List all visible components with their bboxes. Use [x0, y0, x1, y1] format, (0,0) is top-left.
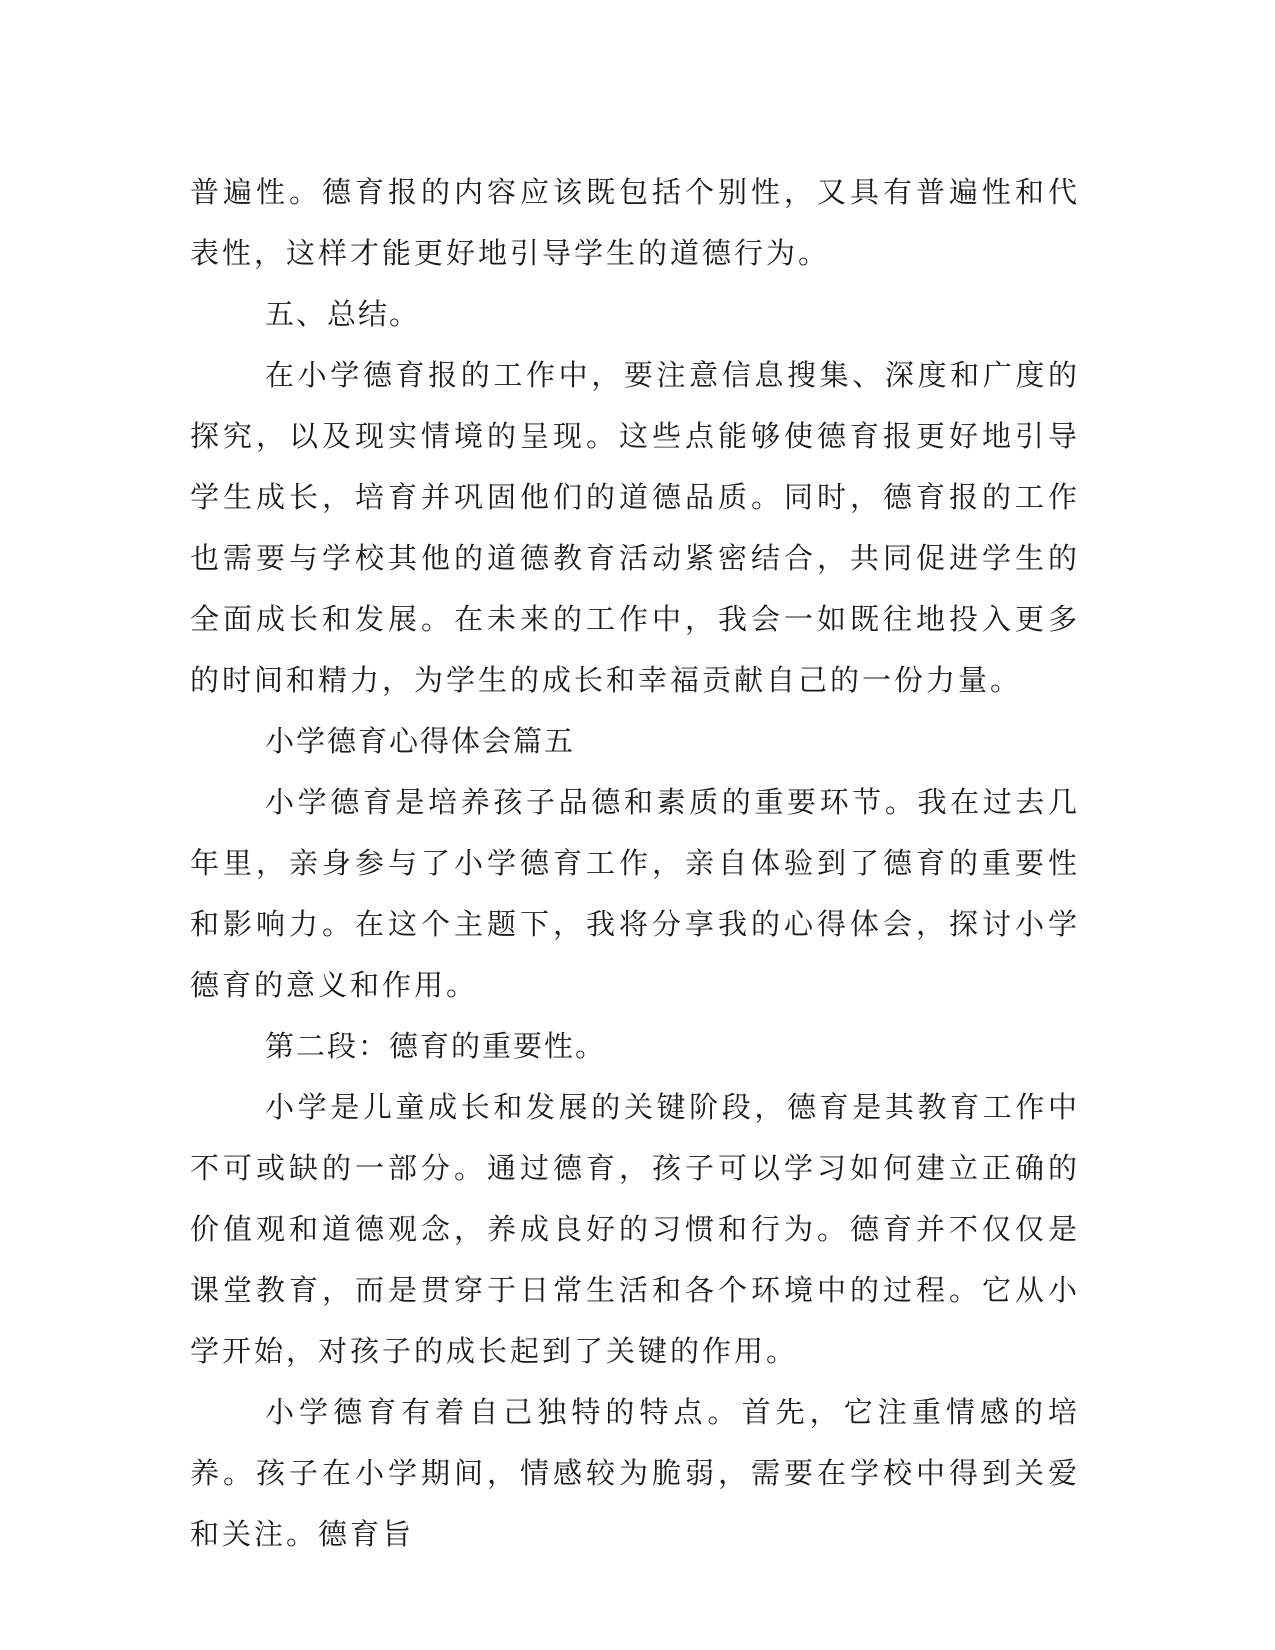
section-heading-importance: 第二段：德育的重要性。 — [265, 1029, 607, 1063]
paragraph-continuation: 普遍性。德育报的内容应该既包括个别性，又具有普遍性和代表性，这样才能更好地引导学生的道德行为。 — [190, 175, 1080, 270]
paragraph-characteristics: 小学德育有着自己独特的特点。首先，它注重情感的培养。孩子在小学期间，情感较为脆弱，需要在学校中得到关爱和关注。德育旨 — [190, 1395, 1080, 1551]
paragraph-intro: 小学德育是培养孩子品德和素质的重要环节。我在过去几年里，亲身参与了小学德育工作，亲自体验到了德育的重要性和影响力。在这个主题下，我将分享我的心得体会，探讨小学德育的意义和作用。 — [190, 785, 1080, 1002]
section-heading-summary: 五、总结。 — [265, 297, 421, 331]
paragraph-importance: 小学是儿童成长和发展的关键阶段，德育是其教育工作中不可或缺的一部分。通过德育，孩子可以学习如何建立正确的价值观和道德观念，养成良好的习惯和行为。德育并不仅仅是课堂教育，而是贯穿于日常生活和各个环境中的过程。它从小学开始，对孩子的成长起到了关键的作用。 — [190, 1090, 1080, 1368]
paragraph-summary: 在小学德育报的工作中，要注意信息搜集、深度和广度的探究，以及现实情境的呈现。这些点能够使德育报更好地引导学生成长，培育并巩固他们的道德品质。同时，德育报的工作也需要与学校其他的道德教育活动紧密结合，共同促进学生的全面成长和发展。在未来的工作中，我会一如既往地投入更多的时间和精力，为学生的成长和幸福贡献自己的一份力量。 — [190, 358, 1080, 697]
article-title-part-five: 小学德育心得体会篇五 — [265, 724, 576, 758]
document-body — [190, 162, 1080, 1565]
